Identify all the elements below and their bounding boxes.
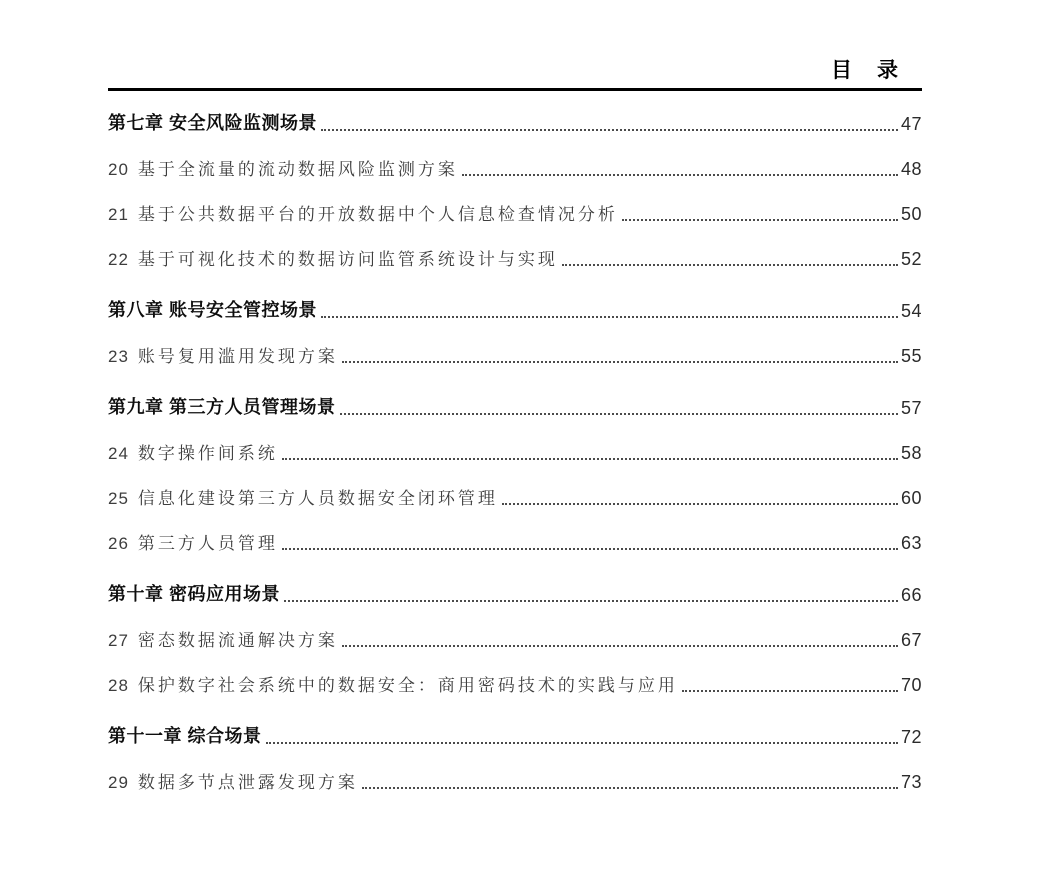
page-number: 57 <box>900 398 922 418</box>
entry-label: 基于公共数据平台的开放数据中个人信息检查情况分析 <box>137 205 618 224</box>
entry-label: 基于可视化技术的数据访问监管系统设计与实现 <box>137 250 558 269</box>
entry-number: 23 <box>108 347 129 366</box>
page-number: 50 <box>900 204 922 224</box>
dot-leader <box>342 645 898 647</box>
chapter-label: 第九章 第三方人员管理场景 <box>108 397 336 417</box>
page-number: 60 <box>900 488 922 508</box>
entry-label: 数据多节点泄露发现方案 <box>137 773 358 792</box>
entry-label: 账号复用滥用发现方案 <box>137 347 338 366</box>
entry-number: 27 <box>108 631 129 650</box>
toc-entry-row[interactable] <box>108 485 922 509</box>
dot-leader <box>284 600 898 602</box>
page-number: 73 <box>900 772 922 792</box>
toc-entry-row[interactable] <box>108 627 922 651</box>
page-number: 70 <box>900 675 922 695</box>
entry-number: 20 <box>108 160 129 179</box>
entry-number: 26 <box>108 534 129 553</box>
toc-title: 目 录 <box>831 59 900 82</box>
dot-leader <box>462 174 898 176</box>
page-number: 66 <box>900 585 922 605</box>
chapter-label: 第十一章 综合场景 <box>108 726 262 746</box>
dot-leader <box>282 548 898 550</box>
page-number: 55 <box>900 346 922 366</box>
page-number: 72 <box>900 727 922 747</box>
page-number: 52 <box>900 249 922 269</box>
toc-entry-row[interactable] <box>108 769 922 793</box>
entry-label: 数字操作间系统 <box>137 444 278 463</box>
toc-chapter-row[interactable] <box>108 111 922 135</box>
dot-leader <box>622 219 898 221</box>
dot-leader <box>321 316 898 318</box>
entry-label: 信息化建设第三方人员数据安全闭环管理 <box>137 489 498 508</box>
toc-entry-row[interactable] <box>108 156 922 180</box>
page-number: 67 <box>900 630 922 650</box>
toc-entry-row[interactable] <box>108 530 922 554</box>
toc-chapter-row[interactable] <box>108 582 922 606</box>
chapter-label: 第十章 密码应用场景 <box>108 584 281 604</box>
entry-number: 25 <box>108 489 129 508</box>
entry-number: 29 <box>108 773 129 792</box>
entry-number: 24 <box>108 444 129 463</box>
dot-leader <box>562 264 898 266</box>
toc-entry-row[interactable] <box>108 440 922 464</box>
toc-entry-row[interactable] <box>108 246 922 270</box>
chapter-label: 第八章 账号安全管控场景 <box>108 300 317 320</box>
toc-entry-row[interactable] <box>108 343 922 367</box>
dot-leader <box>321 129 898 131</box>
entry-label: 密态数据流通解决方案 <box>137 631 338 650</box>
dot-leader <box>266 742 898 744</box>
dot-leader <box>340 413 898 415</box>
dot-leader <box>362 787 898 789</box>
chapter-label: 第七章 安全风险监测场景 <box>108 113 317 133</box>
page-number: 63 <box>900 533 922 553</box>
toc-entry-row[interactable] <box>108 201 922 225</box>
dot-leader <box>342 361 898 363</box>
page-number: 54 <box>900 301 922 321</box>
dot-leader <box>502 503 898 505</box>
toc-chapter-row[interactable] <box>108 724 922 748</box>
toc-chapter-row[interactable] <box>108 395 922 419</box>
page-number: 48 <box>900 159 922 179</box>
page-number: 58 <box>900 443 922 463</box>
header-rule <box>108 88 922 91</box>
entry-label: 基于全流量的流动数据风险监测方案 <box>137 160 458 179</box>
toc-list <box>108 111 922 793</box>
entry-number: 21 <box>108 205 129 224</box>
dot-leader <box>682 690 898 692</box>
entry-label: 保护数字社会系统中的数据安全：商用密码技术的实践与应用 <box>137 676 678 695</box>
dot-leader <box>282 458 898 460</box>
entry-number: 28 <box>108 676 129 695</box>
entry-number: 22 <box>108 250 129 269</box>
entry-label: 第三方人员管理 <box>137 534 278 553</box>
toc-chapter-row[interactable] <box>108 298 922 322</box>
page-number: 47 <box>900 114 922 134</box>
toc-entry-row[interactable] <box>108 672 922 696</box>
